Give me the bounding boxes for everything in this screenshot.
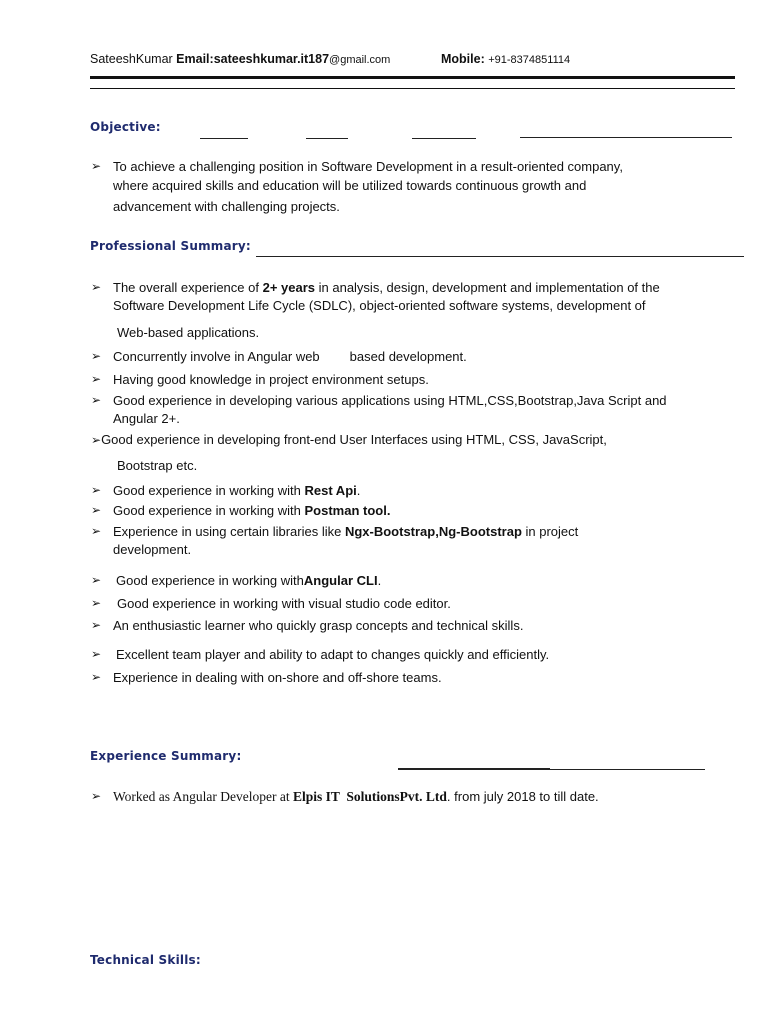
arrow-bullet-icon: ➢ bbox=[91, 618, 102, 632]
summary-line: Bootstrap etc. bbox=[117, 458, 198, 473]
arrow-bullet-icon: ➢ bbox=[91, 372, 102, 386]
arrow-bullet-icon: ➢ bbox=[91, 159, 102, 173]
header-rule-thick bbox=[90, 76, 735, 79]
objective-line: advancement with challenging projects. bbox=[113, 199, 340, 214]
arrow-bullet-icon: ➢ bbox=[91, 596, 102, 610]
email-label: Email: bbox=[176, 52, 214, 66]
header-rule-thin bbox=[90, 88, 735, 89]
list-item: ➢ To achieve a challenging position in Software Development in a result-oriented company, bbox=[91, 156, 731, 177]
professional-summary-heading: Professional Summary: bbox=[90, 239, 251, 253]
objective-heading: Objective: bbox=[90, 120, 161, 134]
heading-underline bbox=[520, 137, 732, 138]
list-item: ➢ The overall experience of 2+ years in analysis, design, development and implementation of the bbox=[91, 277, 731, 298]
heading-underline bbox=[200, 138, 248, 139]
arrow-bullet-icon: ➢ bbox=[91, 349, 102, 363]
arrow-bullet-icon: ➢ bbox=[91, 280, 102, 294]
list-item: ➢ Good experience in working with Postman tool. bbox=[91, 500, 731, 521]
list-item: ➢ Worked as Angular Developer at Elpis IT SolutionsPvt. Ltd. from july 2018 to till date. bbox=[91, 786, 731, 807]
mobile-line bbox=[441, 52, 570, 66]
email-domain: @gmail.com bbox=[329, 54, 391, 66]
arrow-bullet-icon: ➢ bbox=[91, 483, 102, 497]
list-item: ➢ Experience in dealing with on-shore and off-shore teams. bbox=[91, 667, 731, 688]
summary-line: Angular 2+. bbox=[113, 411, 180, 426]
summary-line: Software Development Life Cycle (SDLC), object-oriented software systems, development of bbox=[113, 298, 646, 313]
list-item: ➢ Concurrently involve in Angular web based development. bbox=[91, 346, 731, 367]
mobile-label: Mobile: bbox=[441, 52, 485, 66]
list-item: ➢Good experience in developing front-end User Interfaces using HTML, CSS, JavaScript, bbox=[91, 432, 607, 447]
heading-underline bbox=[306, 138, 348, 139]
experience-summary-heading: Experience Summary: bbox=[90, 749, 242, 763]
arrow-bullet-icon: ➢ bbox=[91, 647, 102, 661]
arrow-bullet-icon: ➢ bbox=[91, 433, 102, 447]
objective-line: where acquired skills and education will be utilized towards continuous growth and bbox=[113, 178, 587, 193]
list-item: ➢ An enthusiastic learner who quickly grasp concepts and technical skills. bbox=[91, 615, 731, 636]
list-item: ➢ Experience in using certain libraries like Ngx-Bootstrap,Ng-Bootstrap in project bbox=[91, 521, 731, 542]
list-item: ➢ Good experience in working withAngular CLI. bbox=[91, 570, 731, 591]
summary-line: Web-based applications. bbox=[117, 325, 260, 340]
heading-underline bbox=[550, 769, 705, 770]
list-item: ➢ Having good knowledge in project environment setups. bbox=[91, 369, 731, 390]
technical-skills-heading: Technical Skills: bbox=[90, 953, 201, 967]
summary-line: development. bbox=[113, 542, 192, 557]
email-user: sateeshkumar.it187 bbox=[213, 52, 330, 66]
list-item: ➢ Good experience in working with visual studio code editor. bbox=[91, 593, 731, 614]
arrow-bullet-icon: ➢ bbox=[91, 573, 102, 587]
list-item: ➢ Excellent team player and ability to adapt to changes quickly and efficiently. bbox=[91, 644, 731, 665]
arrow-bullet-icon: ➢ bbox=[91, 503, 102, 517]
arrow-bullet-icon: ➢ bbox=[91, 524, 102, 538]
arrow-bullet-icon: ➢ bbox=[91, 789, 102, 803]
heading-underline bbox=[398, 768, 550, 770]
candidate-name: SateeshKumar bbox=[90, 52, 173, 66]
heading-underline bbox=[256, 256, 744, 257]
list-item: ➢ Good experience in working with Rest Api. bbox=[91, 480, 731, 501]
contact-line bbox=[90, 52, 390, 66]
list-item: ➢ Good experience in developing various applications using HTML,CSS,Bootstrap,Java Script and bbox=[91, 390, 731, 411]
mobile-number: +91-8374851114 bbox=[488, 54, 571, 66]
arrow-bullet-icon: ➢ bbox=[91, 670, 102, 684]
heading-underline bbox=[412, 138, 476, 139]
arrow-bullet-icon: ➢ bbox=[91, 393, 102, 407]
